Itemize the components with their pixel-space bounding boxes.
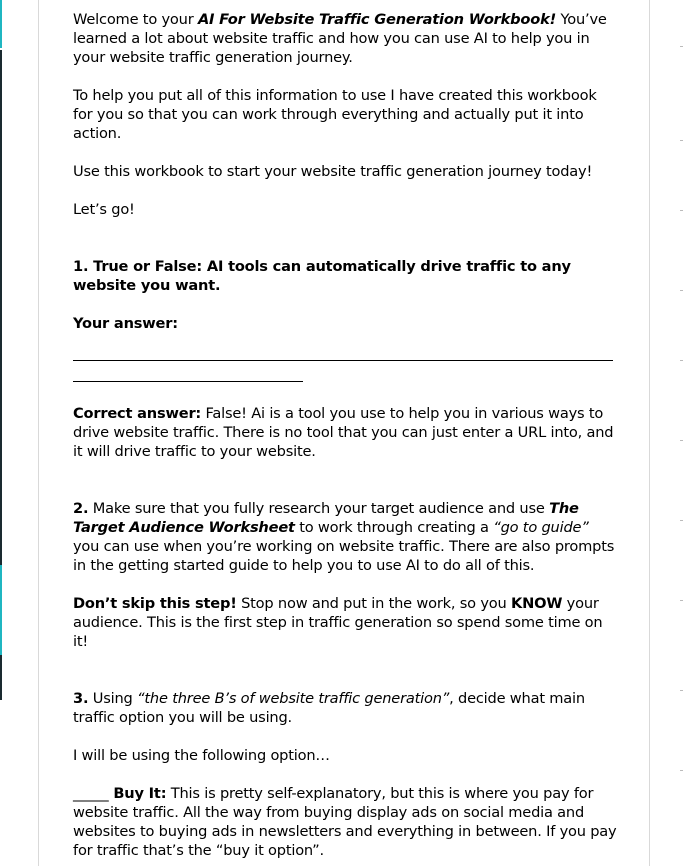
know-emphasis: KNOW [510, 595, 563, 612]
skip-step-text: your audience. This is the first step in traffic generation so spend some time on it! [73, 595, 603, 650]
workbook-title: AI For Website Traffic Generation Workbook! [197, 11, 557, 28]
question-2-text: to work through creating a [294, 519, 494, 536]
correct-answer-label: Correct answer: [73, 405, 202, 422]
right-scroll-ticks [680, 0, 684, 866]
buy-it-text: This is pretty self-explanatory, but this is where you pay for website traffic. All the way from buying display ads on social media and websites to buying ads in newsletters and everything in between. If you pay for traffic that’s the “buy it option”. [73, 785, 617, 859]
left-accent-bar-lower [0, 565, 2, 655]
question-2-text: Make sure that you fully research your target audience and use [88, 500, 550, 517]
buy-it-option [73, 784, 619, 860]
question-3-number: 3. [73, 690, 89, 707]
correct-answer-text: False! Ai is a tool you use to help you in various ways to drive website traffic. There is no tool that you can just enter a URL into, and it will drive traffic to your website. [73, 405, 614, 460]
question-2-text: you can use when you’re working on website traffic. There are also prompts in the getting started guide to help you to use AI to do all of this. [73, 538, 615, 574]
question-1 [73, 257, 619, 295]
question-3 [73, 689, 619, 727]
question-1-text: 1. True or False: AI tools can automatically drive traffic to any website you want. [73, 258, 571, 294]
intro-paragraph-4: Let’s go! [73, 201, 135, 218]
skip-step-text: Stop now and put in the work, so you [236, 595, 511, 612]
question-2 [73, 499, 619, 575]
intro-text: Welcome to your [73, 11, 198, 28]
intro-paragraph-3: Use this workbook to start your website traffic generation journey today! [73, 163, 593, 180]
question-3-text: Using [88, 690, 138, 707]
option-blank[interactable]: _____ [73, 785, 109, 802]
intro-text: You’ve learned a lot about website traffic and how you can use AI to help you in your website traffic generation journey. [73, 11, 607, 66]
page-border-right [649, 0, 650, 866]
answer-label-text: Your answer: [73, 315, 178, 332]
skip-step-label: Don’t skip this step! [73, 595, 237, 612]
three-bs-text: “the three B’s of website traffic generation” [137, 690, 450, 707]
answer-label [73, 314, 619, 333]
intro-paragraph-2: To help you put all of this information to use I have created this workbook for you so that you can work through everything and actually put it into action. [73, 87, 597, 142]
skip-step-note [73, 594, 619, 651]
page-border-left [38, 0, 39, 866]
correct-answer [73, 404, 619, 461]
option-intro: I will be using the following option… [73, 747, 330, 764]
answer-line-2[interactable] [73, 361, 303, 382]
buy-it-label: Buy It: [108, 785, 167, 802]
left-accent-bar-top [0, 0, 2, 48]
question-3-text: , decide what main traffic option you will be using. [73, 690, 585, 726]
question-2-number: 2. [73, 500, 89, 517]
answer-line-1[interactable] [73, 333, 613, 361]
worksheet-name: The Target Audience Worksheet [73, 500, 579, 536]
workbook-content [73, 10, 619, 860]
intro-paragraph-1 [73, 10, 619, 67]
go-to-guide-text: “go to guide” [493, 519, 589, 536]
